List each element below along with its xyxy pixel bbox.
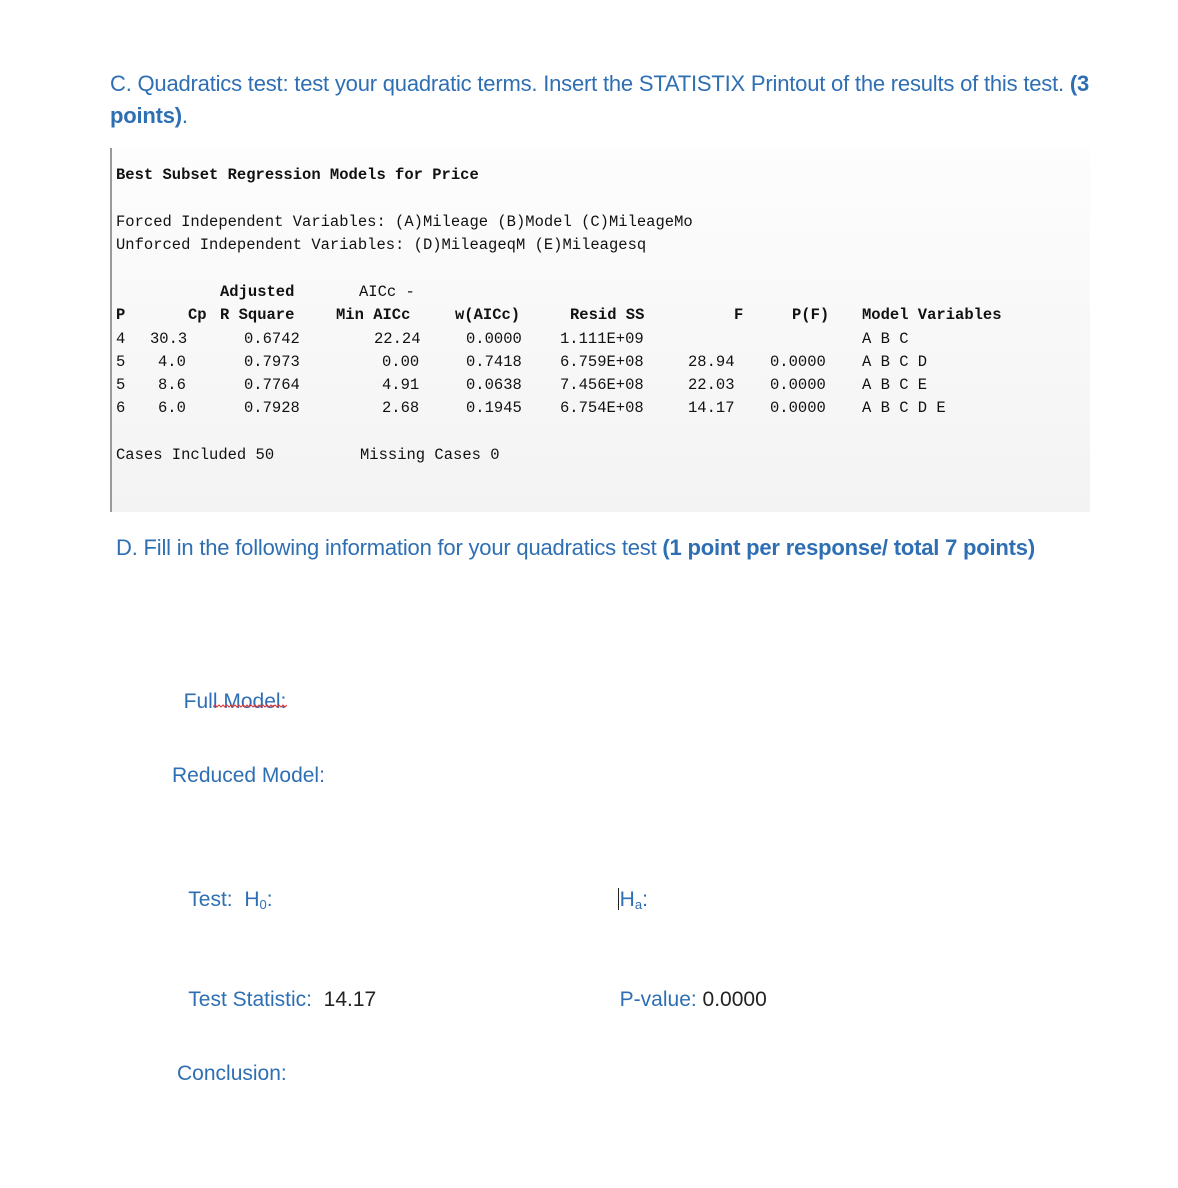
h0-subscript: 0 [259,897,267,912]
row3-waicc: 0.0638 [466,376,522,394]
row1-p: 4 [116,330,126,348]
row2-minaicc: 0.00 [382,353,420,371]
row3-vars: A B C E [862,376,928,394]
row4-minaicc: 2.68 [382,399,420,417]
test-statistic-field [177,964,376,1012]
row4-resid: 6.754E+08 [560,399,644,417]
row2-rsq: 0.7973 [244,353,300,371]
row2-vars: A B C D [862,353,928,371]
row3-cp: 8.6 [158,376,186,394]
cases-included: Cases Included 50 [116,446,275,464]
full-model-text: Full Model: [183,690,287,713]
col-rsquare: R Square [220,306,295,324]
section-c-period: . [181,103,188,128]
row3-rsq: 0.7764 [244,376,300,394]
col-min-aicc: Min AICc [336,306,411,324]
row1-cp: 30.3 [150,330,188,348]
row2-pf: 0.0000 [770,353,826,371]
ha-subscript: a [634,897,643,912]
row3-p: 5 [116,376,126,394]
row1-minaicc: 22.24 [374,330,421,348]
pvalue-value: 0.0000 [702,988,767,1011]
col-resid-ss: Resid SS [570,306,645,324]
test-statistic-label: Test Statistic: [188,988,324,1011]
text-cursor [618,888,619,910]
row1-resid: 1.111E+09 [560,330,644,348]
section-c-points: (3 points) [110,71,1089,128]
row1-rsq: 0.6742 [244,330,300,348]
row2-resid: 6.759E+08 [560,353,644,371]
col-cp: Cp [188,306,207,324]
ha-label: $H_a$: [619,888,648,912]
row4-f: 14.17 [688,399,735,417]
row1-vars: A B C [862,330,909,348]
col-pf: P(F) [792,306,830,324]
row4-rsq: 0.7928 [244,399,300,417]
header-adjusted: Adjusted [220,283,295,301]
section-d-points: (1 point per response/ total 7 points) [662,535,1035,560]
test-statistic-value: 14.17 [323,988,377,1011]
col-model-variables: Model Variables [862,306,1002,324]
col-p: P [116,306,126,324]
header-aicc-top: AICc - [359,283,415,301]
col-w-aicc: w(AICc) [455,306,521,324]
row3-f: 22.03 [688,376,735,394]
row1-waicc: 0.0000 [466,330,522,348]
reduced-model-label: Reduced Model: [172,764,325,787]
row4-p: 6 [116,399,126,417]
conclusion-label: Conclusion: [177,1062,287,1085]
test-h-text: Test: H [188,888,260,911]
row2-waicc: 0.7418 [466,353,522,371]
section-d-heading [110,532,1110,564]
row2-f: 28.94 [688,353,735,371]
row2-p: 5 [116,353,126,371]
statistix-printout [110,148,1090,512]
section-d-text: D. Fill in the following information for your quadratics test [116,535,663,560]
section-c-text: C. Quadratics test: test your quadratic terms. Insert the STATISTIX Printout of the results of this test. [110,71,1070,96]
pvalue-label: P-value: [619,988,703,1011]
row4-waicc: 0.1945 [466,399,522,417]
spellcheck-underline [213,695,287,699]
section-c-heading [110,68,1110,132]
ha-h-text: H [619,888,635,911]
unforced-variables: Unforced Independent Variables: (D)MileageqM (E)Mileagesq [116,236,647,254]
forced-variables: Forced Independent Variables: (A)Mileage (B)Model (C)MileageMo [116,213,693,231]
row4-cp: 6.0 [158,399,186,417]
row3-minaicc: 4.91 [382,376,420,394]
test-h0-label: Test: $H_0$: [188,888,273,912]
row2-cp: 4.0 [158,353,186,371]
pvalue-field [608,964,767,1012]
row4-vars: A B C D E [862,399,946,417]
row3-resid: 7.456E+08 [560,376,644,394]
row3-pf: 0.0000 [770,376,826,394]
printout-title: Best Subset Regression Models for Price [116,166,479,184]
col-f: F [734,306,744,324]
row4-pf: 0.0000 [770,399,826,417]
missing-cases: Missing Cases 0 [360,446,500,464]
